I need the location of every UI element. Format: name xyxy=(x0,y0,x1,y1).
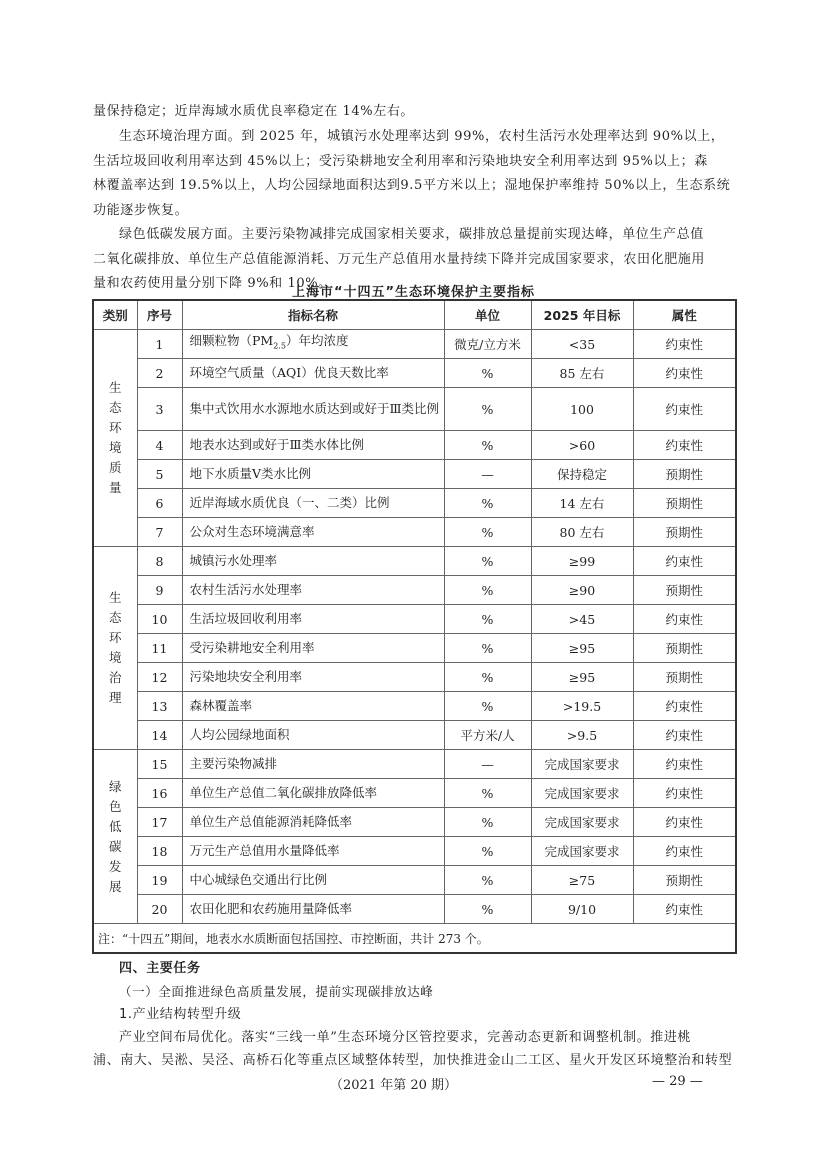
number-cell: 14 xyxy=(137,721,182,750)
number-cell: 2 xyxy=(137,359,182,388)
unit-cell: % xyxy=(444,605,531,634)
table-row xyxy=(93,837,736,866)
category-char: 态 xyxy=(108,400,122,415)
unit-cell: % xyxy=(444,895,531,924)
category-cell xyxy=(93,750,137,924)
indicators-table xyxy=(92,299,737,954)
unit-cell: 微克/立方米 xyxy=(444,330,531,359)
attribute-cell: 约束性 xyxy=(633,692,736,721)
unit-cell: % xyxy=(444,634,531,663)
table-row xyxy=(93,489,736,518)
target-cell: 完成国家要求 xyxy=(531,808,633,837)
category-char: 理 xyxy=(108,690,122,705)
category-cell xyxy=(93,330,137,547)
number-cell: 10 xyxy=(137,605,182,634)
indicator-name-cell: 农村生活污水处理率 xyxy=(182,576,444,605)
name-text: 细颗粒物（PM xyxy=(189,333,274,349)
number-cell: 12 xyxy=(137,663,182,692)
section-item: 1.产业结构转型升级 xyxy=(119,1007,242,1022)
table-row xyxy=(93,721,736,750)
target-cell: ≥95 xyxy=(531,634,633,663)
table-row xyxy=(93,692,736,721)
table-row xyxy=(93,779,736,808)
target-cell: ≥90 xyxy=(531,576,633,605)
target-cell: 85 左右 xyxy=(531,359,633,388)
attribute-cell: 约束性 xyxy=(633,750,736,779)
unit-cell: % xyxy=(444,576,531,605)
header-indicator: 指标名称 xyxy=(182,300,444,330)
table-note-row xyxy=(93,924,736,954)
target-cell: >60 xyxy=(531,431,633,460)
table-title: 上海市“十四五”生态环境保护主要指标 xyxy=(291,285,536,300)
category-char: 碳 xyxy=(108,838,122,854)
target-cell: 9/10 xyxy=(531,895,633,924)
indicator-name-cell: 污染地块安全利用率 xyxy=(182,663,444,692)
header-unit: 单位 xyxy=(444,300,531,330)
paragraph-line: 生态环境治理方面。到 2025 年，城镇污水处理率达到 99%，农村生活污水处理率达到 90%以上， xyxy=(119,129,725,144)
target-cell: 完成国家要求 xyxy=(531,750,633,779)
indicator-name-cell: 中心城绿色交通出行比例 xyxy=(182,866,444,895)
number-cell: 5 xyxy=(137,460,182,489)
number-cell: 9 xyxy=(137,576,182,605)
name-subscript: 2.5 xyxy=(273,341,286,351)
attribute-cell: 预期性 xyxy=(633,518,736,547)
category-char: 境 xyxy=(108,650,122,665)
category-char: 发 xyxy=(108,858,122,874)
indicator-name-cell: 城镇污水处理率 xyxy=(182,547,444,576)
unit-cell: % xyxy=(444,359,531,388)
category-char: 环 xyxy=(108,420,122,435)
table-note: 注：“十四五”期间，地表水水质断面包括国控、市控断面，共计 273 个。 xyxy=(93,924,736,954)
unit-cell: % xyxy=(444,547,531,576)
category-char: 展 xyxy=(108,878,122,894)
unit-cell: % xyxy=(444,866,531,895)
header-number: 序号 xyxy=(137,300,182,330)
number-cell: 18 xyxy=(137,837,182,866)
table-row xyxy=(93,634,736,663)
table-header-row xyxy=(93,300,736,330)
indicator-name-cell: 单位生产总值二氧化碳排放降低率 xyxy=(182,779,444,808)
table-row xyxy=(93,750,736,779)
unit-cell: % xyxy=(444,518,531,547)
paragraph-line: 功能逐步恢复。 xyxy=(93,203,189,218)
table-row xyxy=(93,866,736,895)
indicator-name-cell: 公众对生态环境满意率 xyxy=(182,518,444,547)
attribute-cell: 预期性 xyxy=(633,576,736,605)
indicator-name-cell: 农田化肥和农药施用量降低率 xyxy=(182,895,444,924)
table-row xyxy=(93,547,736,576)
indicator-name-cell: 人均公园绿地面积 xyxy=(182,721,444,750)
indicator-name-cell xyxy=(182,330,444,359)
header-target: 2025 年目标 xyxy=(531,300,633,330)
section-subheading: （一）全面推进绿色高质量发展，提前实现碳排放达峰 xyxy=(119,984,434,999)
target-cell: 14 左右 xyxy=(531,489,633,518)
target-cell: ≥99 xyxy=(531,547,633,576)
page-number: — 29 — xyxy=(652,1074,703,1089)
category-char: 质 xyxy=(108,460,122,475)
target-cell: 100 xyxy=(531,388,633,431)
unit-cell: 平方米/人 xyxy=(444,721,531,750)
attribute-cell: 预期性 xyxy=(633,489,736,518)
unit-cell: % xyxy=(444,431,531,460)
attribute-cell: 约束性 xyxy=(633,779,736,808)
number-cell: 19 xyxy=(137,866,182,895)
number-cell: 3 xyxy=(137,388,182,431)
category-char: 低 xyxy=(108,818,122,834)
attribute-cell: 约束性 xyxy=(633,721,736,750)
unit-cell: % xyxy=(444,779,531,808)
category-char: 生 xyxy=(108,590,122,605)
number-cell: 16 xyxy=(137,779,182,808)
unit-cell: — xyxy=(444,460,531,489)
attribute-cell: 约束性 xyxy=(633,895,736,924)
table-row xyxy=(93,460,736,489)
category-char: 量 xyxy=(108,480,122,495)
table-row xyxy=(93,431,736,460)
unit-cell: % xyxy=(444,663,531,692)
attribute-cell: 约束性 xyxy=(633,330,736,359)
indicator-name-cell: 单位生产总值能源消耗降低率 xyxy=(182,808,444,837)
attribute-cell: 约束性 xyxy=(633,547,736,576)
category-char: 环 xyxy=(108,630,122,645)
target-cell: <35 xyxy=(531,330,633,359)
indicator-name-cell: 地下水质量Ⅴ类水比例 xyxy=(182,460,444,489)
target-cell: >19.5 xyxy=(531,692,633,721)
attribute-cell: 约束性 xyxy=(633,808,736,837)
target-cell: ≥75 xyxy=(531,866,633,895)
indicator-name-cell: 万元生产总值用水量降低率 xyxy=(182,837,444,866)
unit-cell: % xyxy=(444,489,531,518)
category-char: 态 xyxy=(108,610,122,625)
paragraph-line: 林覆盖率达到 19.5%以上，人均公园绿地面积达到9.5平方米以上；湿地保护率维持 50%以上，生态系统 xyxy=(93,178,731,193)
indicator-name-cell: 受污染耕地安全利用率 xyxy=(182,634,444,663)
attribute-cell: 预期性 xyxy=(633,634,736,663)
category-char: 治 xyxy=(108,670,122,685)
category-char: 生 xyxy=(108,380,122,395)
indicator-name-cell: 森林覆盖率 xyxy=(182,692,444,721)
target-cell: ≥95 xyxy=(531,663,633,692)
indicator-name-cell: 近岸海域水质优良（一、二类）比例 xyxy=(182,489,444,518)
indicator-name-cell: 生活垃圾回收利用率 xyxy=(182,605,444,634)
paragraph-line: 产业空间布局优化。落实“三线一单”生态环境分区管控要求，完善动态更新和调整机制。推进桃 xyxy=(119,1030,692,1045)
table-row xyxy=(93,388,736,431)
target-cell: >9.5 xyxy=(531,721,633,750)
target-cell: 完成国家要求 xyxy=(531,779,633,808)
table-row xyxy=(93,359,736,388)
header-attribute: 属性 xyxy=(633,300,736,330)
number-cell: 1 xyxy=(137,330,182,359)
number-cell: 7 xyxy=(137,518,182,547)
paragraph-line: 量和农药使用量分别下降 9%和 10%。 xyxy=(93,276,332,291)
number-cell: 20 xyxy=(137,895,182,924)
attribute-cell: 约束性 xyxy=(633,605,736,634)
category-cell xyxy=(93,547,137,750)
attribute-cell: 约束性 xyxy=(633,359,736,388)
unit-cell: % xyxy=(444,837,531,866)
table-row xyxy=(93,663,736,692)
header-category: 类别 xyxy=(93,300,137,330)
target-cell: 80 左右 xyxy=(531,518,633,547)
unit-cell: % xyxy=(444,692,531,721)
category-char: 绿 xyxy=(108,778,122,794)
paragraph-line: 二氧化碳排放、单位生产总值能源消耗、万元生产总值用水量持续下降并完成国家要求，农田化肥施用 xyxy=(93,252,706,267)
issue-label: （2021 年第 20 期） xyxy=(330,1078,458,1093)
paragraph-line: 浦、南大、吴淞、吴泾、高桥石化等重点区域整体转型，加快推进金山二工区、星火开发区环境整治和转型 xyxy=(93,1053,733,1068)
attribute-cell: 约束性 xyxy=(633,388,736,431)
number-cell: 11 xyxy=(137,634,182,663)
table-row xyxy=(93,605,736,634)
unit-cell: % xyxy=(444,808,531,837)
indicator-name-cell: 地表水达到或好于Ⅲ类水体比例 xyxy=(182,431,444,460)
number-cell: 15 xyxy=(137,750,182,779)
unit-cell: % xyxy=(444,388,531,431)
paragraph-line: 绿色低碳发展方面。主要污染物减排完成国家相关要求，碳排放总量提前实现达峰，单位生产总值 xyxy=(119,227,704,242)
table-row xyxy=(93,576,736,605)
target-cell: 保持稳定 xyxy=(531,460,633,489)
target-cell: 完成国家要求 xyxy=(531,837,633,866)
name-text: ）年均浓度 xyxy=(285,333,349,349)
number-cell: 17 xyxy=(137,808,182,837)
category-char: 色 xyxy=(108,798,122,814)
attribute-cell: 约束性 xyxy=(633,431,736,460)
indicator-name-cell: 主要污染物减排 xyxy=(182,750,444,779)
number-cell: 6 xyxy=(137,489,182,518)
section-heading: 四、主要任务 xyxy=(119,961,201,976)
number-cell: 4 xyxy=(137,431,182,460)
paragraph-line: 量保持稳定；近岸海域水质优良率稳定在 14%左右。 xyxy=(93,104,415,119)
target-cell: >45 xyxy=(531,605,633,634)
table-row xyxy=(93,895,736,924)
unit-cell: — xyxy=(444,750,531,779)
attribute-cell: 预期性 xyxy=(633,663,736,692)
paragraph-line: 生活垃圾回收利用率达到 45%以上；受污染耕地安全利用率和污染地块安全利用率达到 95%以上；森 xyxy=(93,154,708,169)
indicator-name-cell: 集中式饮用水水源地水质达到或好于Ⅲ类比例 xyxy=(182,388,444,431)
attribute-cell: 预期性 xyxy=(633,460,736,489)
indicator-name-cell: 环境空气质量（AQI）优良天数比率 xyxy=(182,359,444,388)
table-row xyxy=(93,330,736,359)
attribute-cell: 约束性 xyxy=(633,837,736,866)
table-row xyxy=(93,518,736,547)
table-row xyxy=(93,808,736,837)
attribute-cell: 预期性 xyxy=(633,866,736,895)
category-char: 境 xyxy=(108,440,122,455)
number-cell: 13 xyxy=(137,692,182,721)
number-cell: 8 xyxy=(137,547,182,576)
